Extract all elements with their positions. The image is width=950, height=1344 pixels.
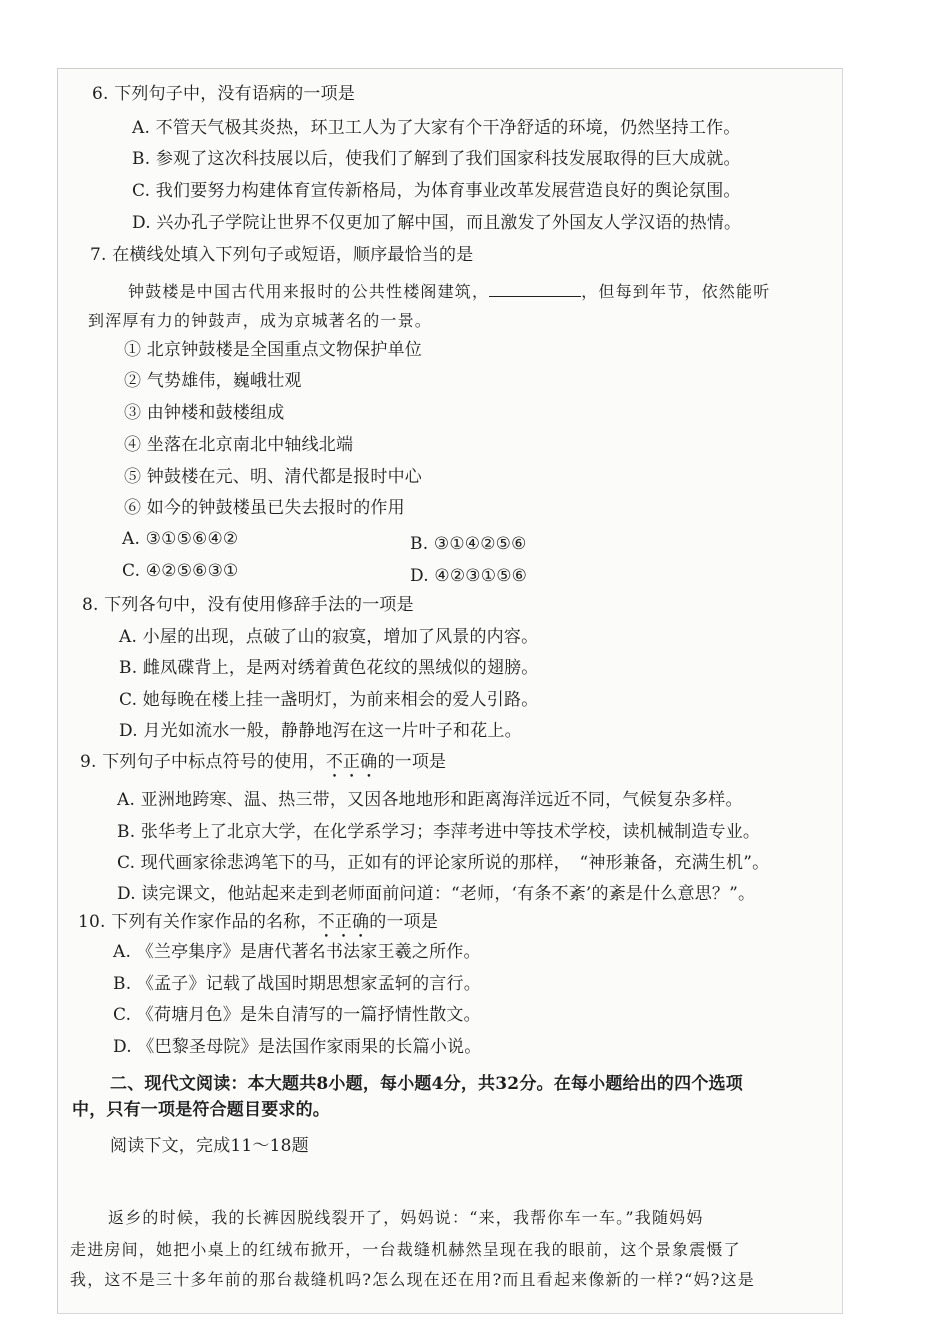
q9-stem-pre: 9. 下列句子中标点符号的使用，	[80, 752, 326, 772]
q7-item-6: ⑥ 如今的钟鼓楼虽已失去报时的作用	[124, 498, 405, 518]
q7-passage-before: 钟鼓楼是中国古代用来报时的公共性楼阁建筑，	[128, 282, 490, 301]
q6-option-d: D. 兴办孔子学院让世界不仅更加了解中国，而且激发了外国友人学汉语的热情。	[132, 213, 742, 233]
q8-stem: 8. 下列各句中，没有使用修辞手法的一项是	[82, 595, 414, 615]
q7-item-5: ⑤ 钟鼓楼在元、明、清代都是报时中心	[124, 467, 423, 487]
q9-option-b: B. 张华考上了北京大学，在化学系学习；李萍考进中等技术学校，读机械制造专业。	[117, 822, 761, 842]
q8-option-c: C. 她每晚在楼上挂一盏明灯，为前来相会的爱人引路。	[119, 690, 539, 710]
q7-stem: 7. 在横线处填入下列句子或短语，顺序最恰当的是	[90, 245, 474, 265]
q6-option-c: C. 我们要努力构建体育宣传新格局，为体育事业改革发展营造良好的舆论氛围。	[132, 181, 741, 201]
q10-stem-post: 的一项是	[369, 912, 439, 932]
passage-line3: 我，这不是三十多年前的那台裁缝机吗?怎么现在还在用?而且看起来像新的一样?“妈?这是	[70, 1270, 755, 1289]
q7-option-c: C. ④②⑤⑥③①	[122, 561, 239, 581]
q7-passage-line2: 到浑厚有力的钟鼓声，成为京城著名的一景。	[88, 311, 433, 330]
q7-item-3: ③ 由钟楼和鼓楼组成	[124, 403, 285, 423]
q7-option-d: D. ④②③①⑤⑥	[410, 566, 528, 586]
q6-stem: 6. 下列句子中，没有语病的一项是	[92, 84, 356, 104]
q10-option-c: C. 《荷塘月色》是朱自清写的一篇抒情性散文。	[113, 1005, 481, 1025]
section2-heading-line1: 二、现代文阅读：本大题共8小题，每小题4分，共32分。在每小题给出的四个选项	[110, 1074, 743, 1094]
q9-option-c: C. 现代画家徐悲鸿笔下的马，正如有的评论家所说的那样， “神形兼备，充满生机”。	[117, 853, 770, 873]
passage-line1: 返乡的时候，我的长裤因脱线裂开了，妈妈说：“来，我帮你车一车。”我随妈妈	[108, 1208, 704, 1227]
q10-stem-pre: 10. 下列有关作家作品的名称，	[78, 912, 318, 932]
q7-option-a: A. ③①⑤⑥④②	[122, 529, 239, 549]
section2-heading-line2: 中，只有一项是符合题目要求的。	[72, 1100, 330, 1120]
q6-option-b: B. 参观了这次科技展以后，使我们了解到了我们国家科技发展取得的巨大成就。	[132, 149, 741, 169]
q10-option-b: B. 《孟子》记载了战国时期思想家孟轲的言行。	[113, 974, 481, 994]
q7-item-1: ① 北京钟鼓楼是全国重点文物保护单位	[124, 340, 423, 360]
q10-stem	[78, 912, 438, 942]
q8-option-a: A. 小屋的出现，点破了山的寂寞，增加了风景的内容。	[119, 627, 539, 647]
q7-item-2: ② 气势雄伟，巍峨壮观	[124, 371, 302, 391]
q9-stem-post: 的一项是	[377, 752, 447, 772]
section2-instruction: 阅读下文，完成11～18题	[110, 1136, 309, 1156]
q10-option-a: A. 《兰亭集序》是唐代著名书法家王羲之所作。	[113, 942, 481, 962]
q9-option-d: D. 读完课文，他站起来走到老师面前问道：“老师，‘有条不紊’的紊是什么意思？”。	[117, 884, 756, 904]
q10-stem-emphasis: 不正确	[317, 912, 370, 932]
q7-passage-after: ，但每到年节，依然能听	[581, 282, 771, 301]
q7-item-4: ④ 坐落在北京南北中轴线北端	[124, 435, 354, 455]
passage-line2: 走进房间，她把小桌上的红绒布掀开，一台裁缝机赫然呈现在我的眼前，这个景象震慑了	[70, 1240, 741, 1259]
q7-passage-line1	[128, 282, 770, 302]
q9-stem	[80, 752, 446, 782]
q7-fill-blank	[489, 282, 581, 297]
q10-option-d: D. 《巴黎圣母院》是法国作家雨果的长篇小说。	[113, 1037, 482, 1057]
q8-option-b: B. 雌凤碟背上，是两对绣着黄色花纹的黑绒似的翅膀。	[119, 658, 539, 678]
q6-option-a: A. 不管天气极其炎热，环卫工人为了大家有个干净舒适的环境，仍然坚持工作。	[132, 118, 741, 138]
q9-stem-emphasis: 不正确	[325, 752, 378, 772]
q9-option-a: A. 亚洲地跨寒、温、热三带，又因各地地形和距离海洋远近不同，气候复杂多样。	[117, 790, 743, 810]
q7-option-b: B. ③①④②⑤⑥	[410, 534, 527, 554]
q8-option-d: D. 月光如流水一般，静静地泻在这一片叶子和花上。	[119, 721, 522, 741]
